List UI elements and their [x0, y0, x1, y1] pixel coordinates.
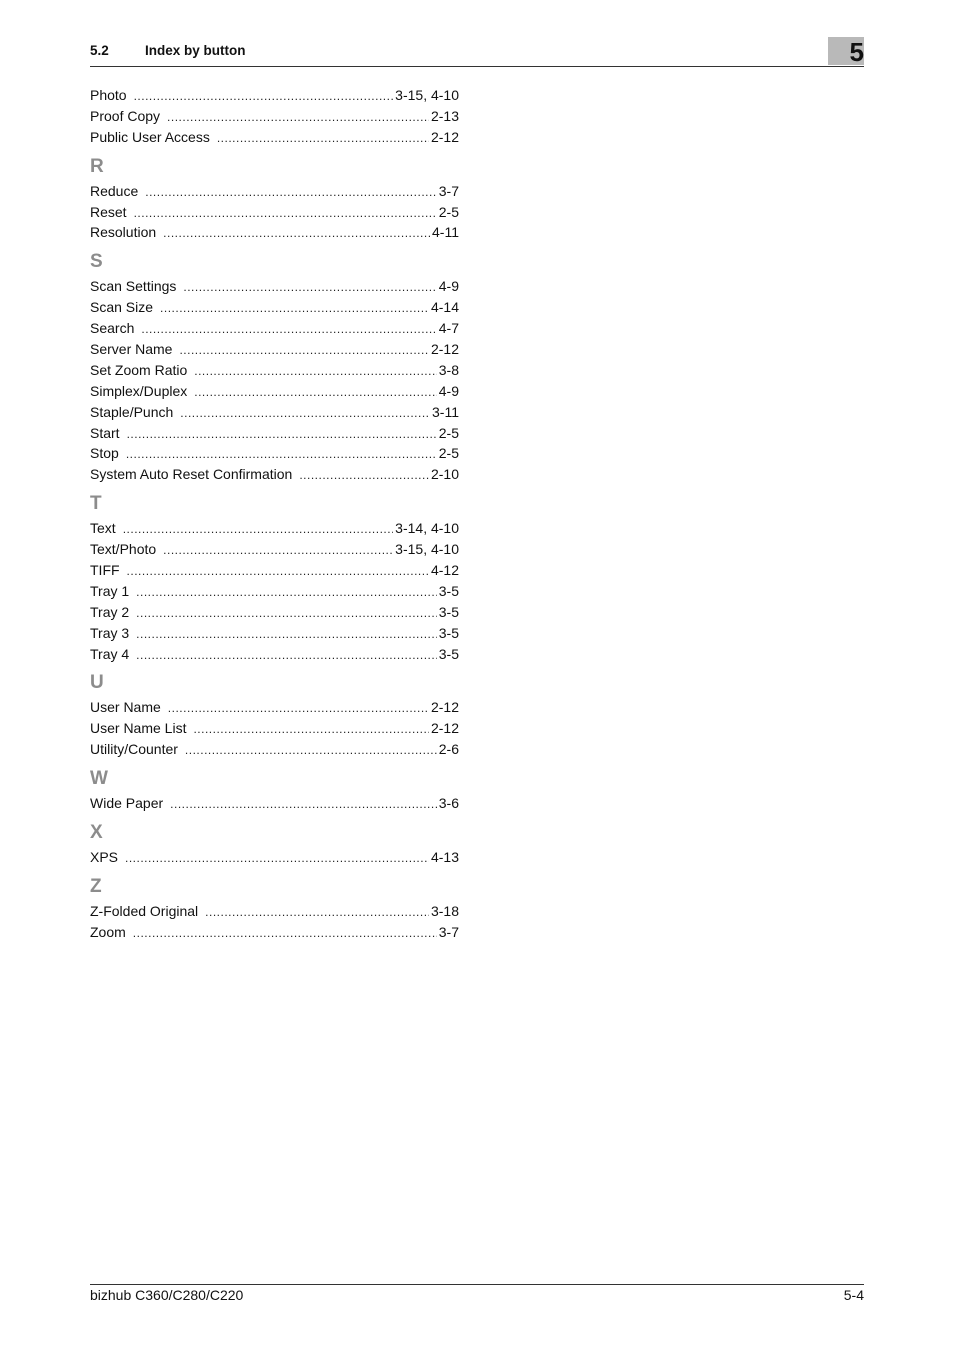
- dot-leader: [194, 361, 437, 381]
- index-letter-heading: R: [90, 155, 104, 177]
- index-letter-heading: T: [90, 493, 102, 515]
- index-term: Server Name: [90, 341, 173, 358]
- index-page-ref: 2-10: [430, 466, 459, 483]
- index-entry: [90, 718, 459, 739]
- index-page-ref: 2-5: [438, 445, 459, 462]
- index-entry: [90, 318, 459, 339]
- index-page-ref: 3-18: [430, 902, 459, 919]
- index-entry: [90, 581, 459, 602]
- index-page-ref: 4-13: [430, 849, 459, 866]
- index-term: System Auto Reset Confirmation: [90, 466, 293, 483]
- index-entry: [90, 297, 459, 318]
- dot-leader: [160, 298, 429, 318]
- index-page-ref: 2-6: [438, 741, 459, 758]
- index-page-ref: 2-12: [430, 720, 459, 737]
- index-letter-heading: W: [90, 768, 108, 790]
- section-title: Index by button: [145, 43, 246, 58]
- index-entry: [90, 644, 459, 665]
- index-page-ref: 2-5: [438, 424, 459, 441]
- index-term: Tray 1: [90, 582, 130, 599]
- index-page-ref: 4-9: [438, 382, 459, 399]
- page-number: 5-4: [843, 1287, 864, 1303]
- index-page-ref: 3-5: [438, 603, 459, 620]
- index-page-ref: 3-15, 4-10: [395, 87, 459, 103]
- index-term: XPS: [90, 849, 119, 866]
- index-page-ref: 3-11: [432, 403, 459, 420]
- index-entry: [90, 423, 459, 444]
- index-term: Simplex/Duplex: [90, 382, 188, 399]
- index-term: Tray 3: [90, 624, 130, 641]
- index-page-ref: 4-12: [430, 562, 459, 579]
- dot-leader: [134, 203, 437, 223]
- index-term: Staple/Punch: [90, 403, 174, 420]
- dot-leader: [217, 128, 429, 148]
- index-page-ref: 4-7: [438, 320, 459, 337]
- index-entry: [90, 922, 459, 943]
- index-page-ref: 3-8: [438, 361, 459, 378]
- page-footer: [90, 1284, 864, 1307]
- index-page-ref: 2-12: [430, 341, 459, 358]
- index-entry: [90, 560, 459, 581]
- index-page-ref: 2-13: [430, 107, 459, 124]
- index-term: Start: [90, 424, 120, 441]
- dot-leader: [168, 698, 429, 718]
- index-page-ref: 4-9: [438, 278, 459, 295]
- index-page-ref: 3-6: [438, 795, 459, 812]
- index-term: Tray 2: [90, 603, 130, 620]
- index-entry: [90, 106, 459, 127]
- index-term: Tray 4: [90, 645, 130, 662]
- index-entry: [90, 276, 459, 297]
- index-entry: [90, 402, 459, 423]
- index-letter-heading: S: [90, 251, 103, 273]
- index-term: Search: [90, 320, 135, 337]
- index-entry: [90, 602, 459, 623]
- index-term: Reset: [90, 203, 127, 220]
- dot-leader: [136, 645, 437, 665]
- dot-leader: [126, 444, 437, 464]
- index-term: Scan Settings: [90, 278, 177, 295]
- dot-leader: [136, 624, 437, 644]
- index-term: Resolution: [90, 224, 157, 241]
- index-page-ref: 3-15, 4-10: [395, 541, 459, 558]
- index-entry: [90, 518, 459, 539]
- dot-leader: [141, 319, 436, 339]
- dot-leader: [136, 603, 437, 623]
- dot-leader: [134, 86, 394, 106]
- index-page-ref: 3-5: [438, 624, 459, 641]
- index-page-ref: 3-7: [438, 182, 459, 199]
- dot-leader: [133, 923, 437, 943]
- dot-leader: [180, 403, 430, 423]
- chapter-number-badge: 5: [828, 37, 864, 65]
- index-entry: [90, 443, 459, 464]
- index-entry: [90, 793, 459, 814]
- index-entry: [90, 381, 459, 402]
- index-letter-heading: X: [90, 822, 103, 844]
- index-entry: [90, 623, 459, 644]
- dot-leader: [125, 848, 429, 868]
- dot-leader: [145, 182, 437, 202]
- index-term: TIFF: [90, 562, 120, 579]
- dot-leader: [163, 540, 393, 560]
- section-number: 5.2: [90, 43, 109, 58]
- index-entry: [90, 697, 459, 718]
- index-page-ref: 2-12: [430, 128, 459, 145]
- index-entry: [90, 202, 459, 223]
- index-page-ref: 4-11: [432, 224, 459, 241]
- dot-leader: [123, 519, 393, 539]
- index-entry: [90, 339, 459, 360]
- dot-leader: [163, 223, 430, 243]
- dot-leader: [179, 340, 429, 360]
- index-page-ref: 2-12: [430, 699, 459, 716]
- dot-leader: [167, 107, 429, 127]
- index-entry: [90, 127, 459, 148]
- index-term: User Name List: [90, 720, 187, 737]
- index-page-ref: 3-14, 4-10: [395, 520, 459, 537]
- index-term: Utility/Counter: [90, 741, 178, 758]
- dot-leader: [205, 902, 429, 922]
- index-page-ref: 3-5: [438, 645, 459, 662]
- index-term: Public User Access: [90, 128, 210, 145]
- dot-leader: [194, 382, 437, 402]
- product-model: bizhub C360/C280/C220: [90, 1287, 244, 1303]
- index-page-ref: 2-5: [438, 203, 459, 220]
- index-term: Set Zoom Ratio: [90, 361, 188, 378]
- dot-leader: [136, 582, 437, 602]
- dot-leader: [183, 277, 436, 297]
- index-entry: [90, 222, 459, 243]
- index-entry: [90, 539, 459, 560]
- index-term: Wide Paper: [90, 795, 164, 812]
- dot-leader: [193, 719, 429, 739]
- index-entry: [90, 739, 459, 760]
- index-entry: [90, 847, 459, 868]
- index-page-ref: 4-14: [430, 299, 459, 316]
- index-term: Text: [90, 520, 116, 537]
- index-term: Text/Photo: [90, 541, 157, 558]
- index-entry: [90, 464, 459, 485]
- index-term: Photo: [90, 87, 127, 103]
- index-term: Reduce: [90, 182, 139, 199]
- index-term: Zoom: [90, 923, 126, 940]
- index-page-ref: 3-5: [438, 582, 459, 599]
- index-entry: [90, 181, 459, 202]
- index-term: Proof Copy: [90, 107, 161, 124]
- page-header: [90, 37, 864, 67]
- index-letter-heading: U: [90, 672, 104, 694]
- index-entry: [90, 85, 459, 106]
- index-entry: [90, 901, 459, 922]
- dot-leader: [299, 465, 429, 485]
- index-term: Z-Folded Original: [90, 902, 199, 919]
- index-list: [90, 85, 459, 943]
- index-term: Stop: [90, 445, 119, 462]
- index-term: Scan Size: [90, 299, 154, 316]
- dot-leader: [127, 424, 437, 444]
- dot-leader: [170, 794, 437, 814]
- index-term: User Name: [90, 699, 161, 716]
- dot-leader: [185, 740, 437, 760]
- index-entry: [90, 360, 459, 381]
- index-page-ref: 3-7: [438, 923, 459, 940]
- dot-leader: [127, 561, 429, 581]
- index-letter-heading: Z: [90, 875, 102, 897]
